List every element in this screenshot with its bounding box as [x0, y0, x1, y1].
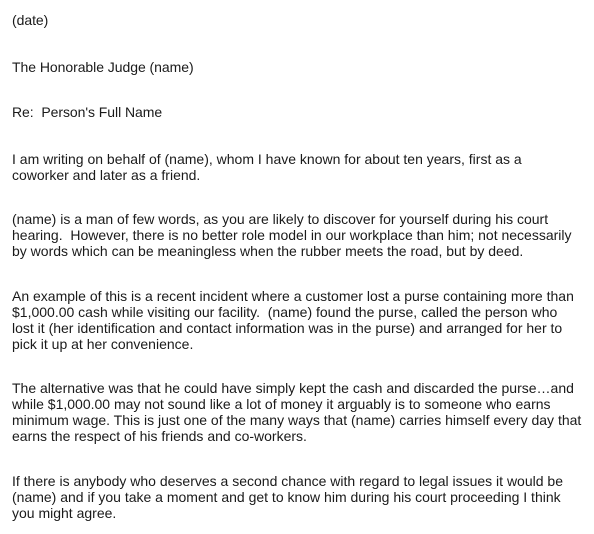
paragraph-line: hearing. However, there is no better role model in our workplace than him; not necessarily — [12, 227, 572, 243]
paragraph-line: If there is anybody who deserves a second chance with regard to legal issues it would be — [12, 473, 563, 489]
paragraph-line: earns the respect of his friends and co-workers. — [12, 428, 307, 444]
paragraph-4 — [12, 380, 581, 444]
paragraph-3 — [12, 288, 574, 352]
paragraph-line: I am writing on behalf of (name), whom I have known for about ten years, first as a — [12, 151, 522, 167]
paragraph-5 — [12, 473, 563, 521]
letter-salutation: The Honorable Judge (name) — [12, 59, 194, 75]
paragraph-line: The alternative was that he could have simply kept the cash and discarded the purse…and — [12, 380, 574, 396]
paragraph-line: $1,000.00 cash while visiting our facility. (name) found the purse, called the person who — [12, 304, 558, 320]
paragraph-2 — [12, 211, 572, 259]
paragraph-line: by words which can be meaningless when the rubber meets the road, but by deed. — [12, 243, 524, 259]
paragraph-line: (name) and if you take a moment and get to know him during his court proceeding I think — [12, 489, 561, 505]
paragraph-line: lost it (her identification and contact information was in the purse) and arranged for her to — [12, 320, 563, 336]
paragraph-line: you might agree. — [12, 505, 117, 521]
paragraph-line: An example of this is a recent incident where a customer lost a purse containing more than — [12, 288, 574, 304]
paragraph-1 — [12, 151, 522, 183]
paragraph-line: (name) is a man of few words, as you are likely to discover for yourself during his court — [12, 211, 549, 227]
paragraph-line: coworker and later as a friend. — [12, 167, 201, 183]
paragraph-line: minimum wage. This is just one of the many ways that (name) carries himself every day that — [12, 412, 582, 428]
letter-date: (date) — [12, 12, 49, 28]
letter-re-line: Re: Person's Full Name — [12, 104, 163, 120]
paragraph-line: while $1,000.00 may not sound like a lot of money it arguably is to someone who earns — [12, 396, 551, 412]
paragraph-line: pick it up at her convenience. — [12, 336, 194, 352]
